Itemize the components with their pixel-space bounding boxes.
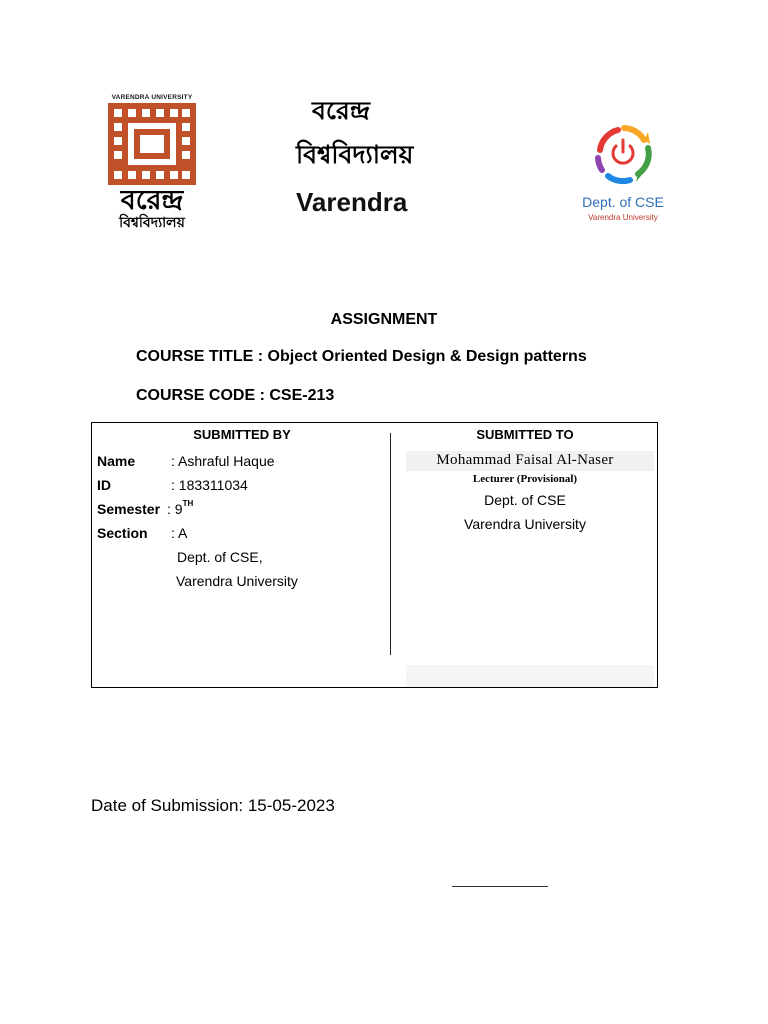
id-value: : 183311034	[171, 477, 248, 493]
section-label: Section	[97, 525, 148, 541]
power-swirl-icon	[578, 120, 668, 192]
cse-logo-title: Dept. of CSE	[582, 194, 664, 210]
course-code: COURSE CODE : CSE-213	[136, 387, 335, 404]
teacher-name: Mohammad Faisal Al-Naser	[436, 452, 614, 468]
name-value: : Ashraful Haque	[171, 453, 275, 469]
university-seal-icon	[108, 103, 196, 185]
logo-bangla-line1: বরেন্দ্র	[120, 185, 184, 216]
signature-line	[452, 886, 548, 887]
date-of-submission: Date of Submission: 15-05-2023	[91, 796, 335, 815]
dept-cse-logo	[578, 120, 674, 230]
empty-shaded-row	[406, 665, 654, 687]
cse-logo-subtitle: Varendra University	[588, 213, 658, 222]
teacher-university: Varendra University	[464, 516, 586, 532]
semester-label: Semester	[97, 501, 161, 517]
teacher-dept: Dept. of CSE	[484, 492, 566, 508]
assignment-heading: ASSIGNMENT	[330, 311, 438, 328]
submitted-to-heading: SUBMITTED TO	[476, 427, 574, 442]
submitted-by-heading: SUBMITTED BY	[193, 427, 291, 442]
course-title: COURSE TITLE : Object Oriented Design & Design patterns	[136, 348, 587, 365]
submission-box	[91, 422, 658, 688]
student-dept: Dept. of CSE,	[177, 549, 263, 565]
student-university: Varendra University	[176, 573, 298, 589]
id-label: ID	[97, 477, 111, 493]
name-label: Name	[97, 453, 136, 469]
heading-bangla-line2: বিশ্ববিদ্যালয়	[296, 140, 414, 169]
teacher-title: Lecturer (Provisional)	[472, 473, 578, 485]
heading-english: Varendra	[296, 187, 408, 217]
varendra-university-logo	[104, 92, 200, 234]
logo-bangla-line2: বিশ্ববিদ্যালয়	[119, 215, 185, 231]
logo-english-label: VARENDRA UNIVERSITY	[111, 94, 193, 101]
semester-value: : 9TH	[167, 499, 194, 517]
heading-bangla-line1: বরেন্দ্র	[312, 96, 370, 125]
column-divider	[390, 433, 391, 655]
section-value: : A	[171, 525, 188, 541]
semester-superscript: TH	[182, 499, 194, 508]
